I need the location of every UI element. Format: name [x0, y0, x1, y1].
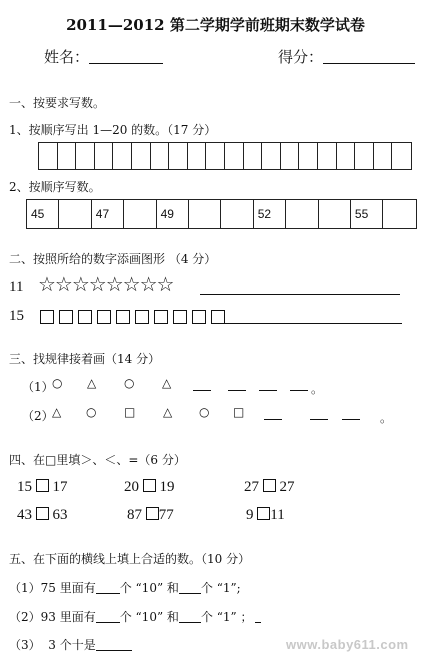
pattern-row-1-label: （1） [22, 380, 54, 394]
pattern-row-2-blank-3[interactable] [342, 419, 360, 420]
row1-draw-line[interactable] [200, 294, 400, 295]
grid-cell[interactable] [244, 143, 263, 169]
score-blank[interactable] [323, 49, 415, 64]
exam-title: 2011—2012 第二学期学前班期末数学试卷 [66, 16, 365, 34]
grid-cell[interactable] [281, 143, 300, 169]
sequence-cell[interactable] [221, 200, 253, 228]
square-shape [59, 310, 73, 324]
fill-blank[interactable] [255, 610, 261, 623]
pattern-row-2-shape-5: ○ [199, 405, 210, 419]
grid-cell[interactable] [169, 143, 188, 169]
pattern-row-2-shape-4: △ [163, 405, 173, 419]
pattern-row-2-shape-1: △ [52, 405, 62, 419]
square-shape [97, 310, 111, 324]
pattern-row-1-blank-1[interactable] [193, 390, 211, 391]
pattern-row-2-blank-1[interactable] [264, 419, 282, 420]
row2-draw-line[interactable] [218, 323, 402, 324]
pattern-row-1-blank-3[interactable] [259, 390, 277, 391]
section2-heading: 二、按照所给的数字添画图形 （4 分） [9, 252, 217, 266]
grid-cell[interactable] [39, 143, 58, 169]
compare-2-3: 9 11 [246, 507, 285, 523]
sequence-cell[interactable] [319, 200, 351, 228]
square-shapes [40, 306, 230, 325]
compare-1-2: 20 19 [124, 479, 175, 495]
pattern-row-2-blank-2[interactable] [310, 419, 328, 420]
grid-cell[interactable] [58, 143, 77, 169]
square-shape [173, 310, 187, 324]
sequence-cell[interactable] [59, 200, 91, 228]
row2-number: 15 [9, 308, 24, 324]
pattern-row-2-shape-2: ○ [86, 405, 97, 419]
compare-2-1: 43 63 [17, 507, 68, 523]
grid-cell[interactable] [355, 143, 374, 169]
pattern-row-1-blank-2[interactable] [228, 390, 246, 391]
fill-blank[interactable] [96, 610, 120, 623]
square-shape [116, 310, 130, 324]
pattern-row-1-shape-4: △ [162, 376, 172, 390]
name-blank[interactable] [89, 49, 163, 64]
star-shapes: ☆☆☆☆☆☆☆☆ [38, 272, 174, 296]
grid-cell[interactable] [262, 143, 281, 169]
compare-box[interactable] [263, 479, 276, 492]
fill-blank[interactable] [179, 581, 201, 594]
pattern-row-1-shape-3: ○ [124, 376, 135, 390]
sequence-cell[interactable] [124, 200, 156, 228]
section1-heading: 一、按要求写数。 [9, 96, 106, 110]
square-shape [192, 310, 206, 324]
sequence-cell: 55 [351, 200, 383, 228]
grid-cell[interactable] [337, 143, 356, 169]
compare-box[interactable] [36, 479, 49, 492]
grid-cell[interactable] [113, 143, 132, 169]
section4-heading: 四、在□里填＞、＜、=（6 分） [9, 453, 186, 467]
fill-q1: （1）75 里面有 个 “10” 和 个 “1”; [9, 581, 241, 595]
score-field-row [278, 46, 415, 67]
q2-text: 2、按顺序写数。 [9, 180, 101, 194]
section3-heading: 三、找规律接着画（14 分） [9, 352, 161, 366]
grid-cell[interactable] [318, 143, 337, 169]
sequence-cell[interactable] [383, 200, 415, 228]
grid-cell[interactable] [95, 143, 114, 169]
compare-1-1: 15 17 [17, 479, 68, 495]
square-shape [40, 310, 54, 324]
pattern-row-2-label: （2） [22, 409, 54, 423]
pattern-row-2-shape-6: □ [233, 405, 245, 419]
row1-number: 11 [9, 279, 24, 295]
watermark: www.baby611.com [286, 637, 409, 652]
pattern-row-2-shape-3: □ [124, 405, 136, 419]
name-label: 姓名： [44, 48, 90, 66]
fill-blank[interactable] [96, 581, 120, 594]
grid-cell[interactable] [188, 143, 207, 169]
sequence-cell: 45 [27, 200, 59, 228]
compare-box[interactable] [257, 507, 270, 520]
score-label: 得分： [278, 48, 324, 66]
square-shape [154, 310, 168, 324]
fill-q2: （2）93 里面有 个 “10” 和 个 “1” ； [9, 608, 261, 625]
compare-1-3: 27 27 [244, 479, 295, 495]
sequence-cell: 47 [92, 200, 124, 228]
pattern-row-1-end: 。 [311, 382, 324, 396]
grid-cell[interactable] [374, 143, 393, 169]
write-1-20-grid [38, 142, 412, 170]
compare-box[interactable] [146, 507, 159, 520]
square-shape [211, 310, 225, 324]
q1-text: 1、按顺序写出 1—20 的数。（17 分） [9, 123, 217, 137]
compare-box[interactable] [143, 479, 156, 492]
sequence-cell: 49 [157, 200, 189, 228]
square-shape [78, 310, 92, 324]
grid-cell[interactable] [225, 143, 244, 169]
pattern-row-1-shape-2: △ [87, 376, 97, 390]
section5-heading: 五、在下面的横线上填上合适的数。（10 分） [9, 552, 251, 566]
compare-2-2: 87 77 [127, 507, 174, 523]
pattern-row-2-end: 。 [380, 411, 393, 425]
grid-cell[interactable] [76, 143, 95, 169]
grid-cell[interactable] [392, 143, 411, 169]
fill-blank[interactable] [96, 638, 132, 651]
sequence-cell[interactable] [286, 200, 318, 228]
name-field-row [44, 46, 163, 67]
pattern-row-1-shape-1: ○ [52, 376, 63, 390]
sequence-cell[interactable] [189, 200, 221, 228]
square-shape [135, 310, 149, 324]
compare-box[interactable] [36, 507, 49, 520]
grid-cell[interactable] [151, 143, 170, 169]
grid-cell[interactable] [132, 143, 151, 169]
fill-q3: （3） 3 个十是 [9, 636, 132, 653]
grid-cell[interactable] [206, 143, 225, 169]
grid-cell[interactable] [299, 143, 318, 169]
sequence-cell: 52 [254, 200, 286, 228]
pattern-row-1-blank-4[interactable] [290, 390, 308, 391]
sequence-grid [26, 199, 417, 229]
fill-blank[interactable] [179, 610, 201, 623]
